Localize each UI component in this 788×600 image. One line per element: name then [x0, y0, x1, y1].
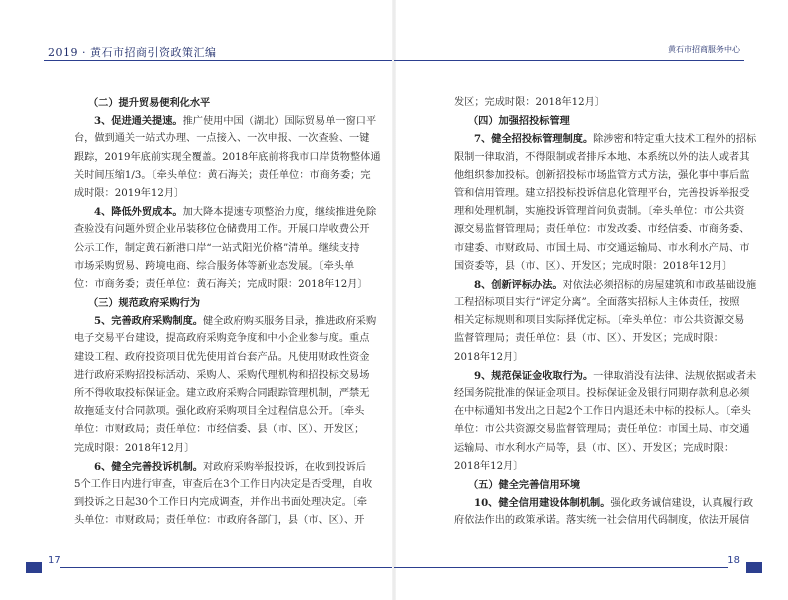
line-text: （三）规范政府采购行为 — [88, 297, 201, 310]
line-text: 加大降本提速专项整治力度，继续推进免除 — [182, 207, 377, 219]
body-text-line — [454, 221, 750, 239]
body-text-line — [74, 258, 355, 276]
body-text-line — [454, 294, 740, 312]
body-text-line — [74, 476, 373, 494]
body-text-line — [454, 440, 735, 458]
line-text: 发区；完成时限：2018年12月〕 — [454, 97, 605, 108]
line-text: 成时限：2019年12月〕 — [74, 187, 185, 199]
page-number-right: 18 — [727, 555, 740, 566]
section-heading — [74, 294, 332, 312]
body-text-line — [454, 403, 751, 421]
body-text-line — [454, 94, 716, 112]
body-text-line — [74, 276, 368, 294]
line-text: 公示工作，制定黄石新港口岸“一站式阳光价格”清单。继续支持 — [74, 242, 360, 254]
page-number-left: 17 — [48, 555, 61, 566]
item-lead-title: 6、健全完善投诉机制。 — [94, 460, 203, 473]
item-lead-title: 10、健全信用建设体制机制。 — [474, 497, 611, 510]
body-text-line — [74, 240, 360, 258]
body-text-line — [454, 367, 757, 385]
line-text: 电子交易平台建设，提高政府采购竞争度和中小企业参与度。重点 — [74, 333, 370, 345]
line-text: 在中标通知书发出之日起2个工作日内退还未中标的投标人。〔牵头 — [454, 406, 751, 418]
footer-accent-bar — [26, 562, 42, 573]
body-text-line — [454, 494, 754, 512]
line-text: 进行政府采购招投标活动、采购人、采购代理机构和招投标交易场 — [74, 369, 370, 381]
section-heading — [74, 94, 332, 112]
section-heading — [454, 476, 716, 494]
body-text-line — [74, 112, 377, 130]
body-text-line — [74, 512, 365, 530]
body-text-line — [74, 367, 370, 385]
line-text: 强化政务诚信建设，认真履行政 — [610, 498, 754, 510]
body-text-line — [74, 330, 370, 348]
line-text: 对政府采购举报投诉，在收到投诉后 — [202, 461, 366, 473]
line-text: 关时间压缩1/3。〔牵头单位：黄石海关；责任单位：市商务委；完 — [74, 169, 371, 181]
body-text-line — [454, 458, 716, 476]
item-lead-title: 3、促进通关提速。 — [94, 115, 183, 128]
line-text: 监督管理局；责任单位：县（市、区）、开发区；完成时限： — [454, 333, 724, 345]
line-text: 5个工作日内进行审查，审查后在3个工作日内决定是否受理，自收 — [74, 478, 373, 490]
body-text-line — [454, 421, 750, 439]
line-text: 工程招标项目实行“评定分离”。全面落实招标人主体责任，按照 — [454, 297, 740, 309]
line-text: 经国务院批准的保证金项目。投标保证金及银行同期存款利息必须 — [454, 388, 750, 399]
line-text: 源交易监督管理局；责任单位：市发改委、市经信委、市商务委、 — [454, 224, 750, 236]
section-heading — [454, 112, 716, 130]
body-text-line — [454, 349, 716, 367]
item-lead-title: 7、健全招投标管理制度。 — [474, 133, 594, 146]
line-text: 国资委等，县（市、区）、开发区；完成时限：2018年12月〕 — [454, 260, 733, 272]
line-text: （二）提升贸易便利化水平 — [88, 97, 211, 109]
line-text: 运输局、市水利水产局等，县（市、区）、开发区；完成时限： — [454, 442, 735, 454]
body-text-line — [74, 221, 370, 239]
line-text: 市建委、市财政局、市国土局、市交通运输局、市水利水产局、市 — [454, 242, 750, 254]
right-page — [394, 0, 788, 600]
header-rule — [394, 60, 744, 61]
line-text: 完成时限：2018年12月〕 — [74, 442, 195, 454]
body-text-line — [74, 494, 368, 512]
body-text-line — [454, 149, 750, 167]
body-text-line — [74, 403, 365, 421]
body-text-line — [454, 167, 750, 185]
left-page-body — [74, 94, 381, 531]
line-text: 2018年12月〕 — [454, 460, 524, 472]
footer-accent-bar — [746, 562, 762, 573]
line-text: 台，做到通关一站式办理、一点接入、一次申报、一次查验、一键 — [74, 133, 370, 145]
line-text: 管和信用管理。建立招投标投诉信息化管理平台，完善投诉举报受 — [454, 187, 750, 199]
line-text: 他组织参加投标。创新招投标市场监管方式方法，强化事中事后监 — [454, 169, 750, 181]
line-text: 推广使用中国（湖北）国际贸易单一窗口平 — [182, 116, 377, 128]
line-text: 除涉密和特定重大技术工程外的招标 — [593, 134, 757, 146]
body-text-line — [74, 130, 370, 148]
line-text: 相关定标规则和项目实际择优定标。〔牵头单位：市公共资源交易 — [454, 315, 745, 327]
line-text: 一律取消没有法律、法规依据或者未 — [593, 370, 757, 382]
line-text: 头单位：市财政局；责任单位：市政府各部门，县（市、区）、开 — [74, 515, 365, 527]
body-text-line — [454, 385, 750, 403]
line-text: （五）健全完善信用环境 — [468, 478, 581, 491]
body-text-line — [74, 185, 332, 203]
line-text: 到投诉之日起30个工作日内完成调查，并作出书面处理决定。〔牵 — [74, 497, 368, 509]
line-text: 2018年12月〕 — [454, 351, 524, 363]
header-rule — [44, 60, 394, 61]
body-text-line — [74, 203, 377, 221]
line-text: 健全政府购买服务目录，推进政府采购 — [202, 316, 377, 328]
line-text: 单位：市公共资源交易监督管理局；责任单位：市国土局、市交通 — [454, 424, 750, 436]
line-text: 市场采购贸易、跨境电商、综合服务体等新业态发展。〔牵头单 — [74, 260, 355, 272]
body-text-line — [74, 440, 332, 458]
line-text: 理和处理机制，实施投诉管理首问负责制。〔牵头单位：市公共资 — [454, 206, 745, 218]
body-text-line — [74, 149, 381, 167]
body-text-line — [74, 458, 366, 476]
item-lead-title: 5、完善政府采购制度。 — [94, 315, 203, 328]
body-text-line — [454, 130, 757, 148]
line-text: 限制一律取消，不得限制或者排斥本地、本系统以外的法人或者其 — [454, 151, 750, 163]
body-text-line — [74, 167, 371, 185]
running-header-title: 2019 · 黄石市招商引资政策汇编 — [48, 46, 217, 59]
body-text-line — [74, 385, 370, 403]
running-header-source: 黄石市招商服务中心 — [668, 45, 740, 54]
body-text-line — [454, 512, 750, 530]
body-text-line — [454, 330, 724, 348]
body-text-line — [74, 421, 365, 439]
line-text: 跟踪，2019年底前实现全覆盖。2018年底前将我市口岸货物整体通 — [74, 151, 381, 163]
line-text: 所不得收取投标保证金。建立政府采购合同跟踪管理机制，严禁无 — [74, 388, 370, 399]
line-text: 府依法作出的政策承诺。落实统一社会信用代码制度，依法开展信 — [454, 515, 750, 527]
body-text-line — [74, 312, 377, 330]
line-text: 建设工程、政府投资项目优先使用首台套产品。凡使用财政性资金 — [74, 351, 370, 363]
footer-rule — [60, 567, 394, 568]
body-text-line — [454, 240, 750, 258]
line-text: 对依法必须招标的房屋建筑和市政基础设施 — [562, 279, 757, 291]
line-text: 位：市商务委；责任单位：黄石海关；完成时限：2018年12月〕 — [74, 278, 368, 290]
body-text-line — [454, 185, 750, 203]
right-page-body — [454, 94, 757, 531]
line-text: （四）加强招投标管理 — [468, 115, 570, 128]
item-lead-title: 8、创新评标办法。 — [474, 278, 563, 291]
item-lead-title: 4、降低外贸成本。 — [94, 206, 183, 219]
body-text-line — [454, 276, 757, 294]
line-text: 单位：市财政局；责任单位：市经信委、县（市、区）、开发区； — [74, 424, 365, 436]
footer-rule — [394, 567, 728, 568]
body-text-line — [454, 312, 745, 330]
body-text-line — [454, 258, 733, 276]
body-text-line — [454, 203, 745, 221]
item-lead-title: 9、规范保证金收取行为。 — [474, 369, 594, 382]
line-text: 故拖延支付合同款项。强化政府采购项目全过程信息公开。〔牵头 — [74, 406, 365, 418]
body-text-line — [74, 349, 370, 367]
line-text: 查验没有问题外贸企业吊装移位仓储费用工作。开展口岸收费公开 — [74, 224, 370, 236]
